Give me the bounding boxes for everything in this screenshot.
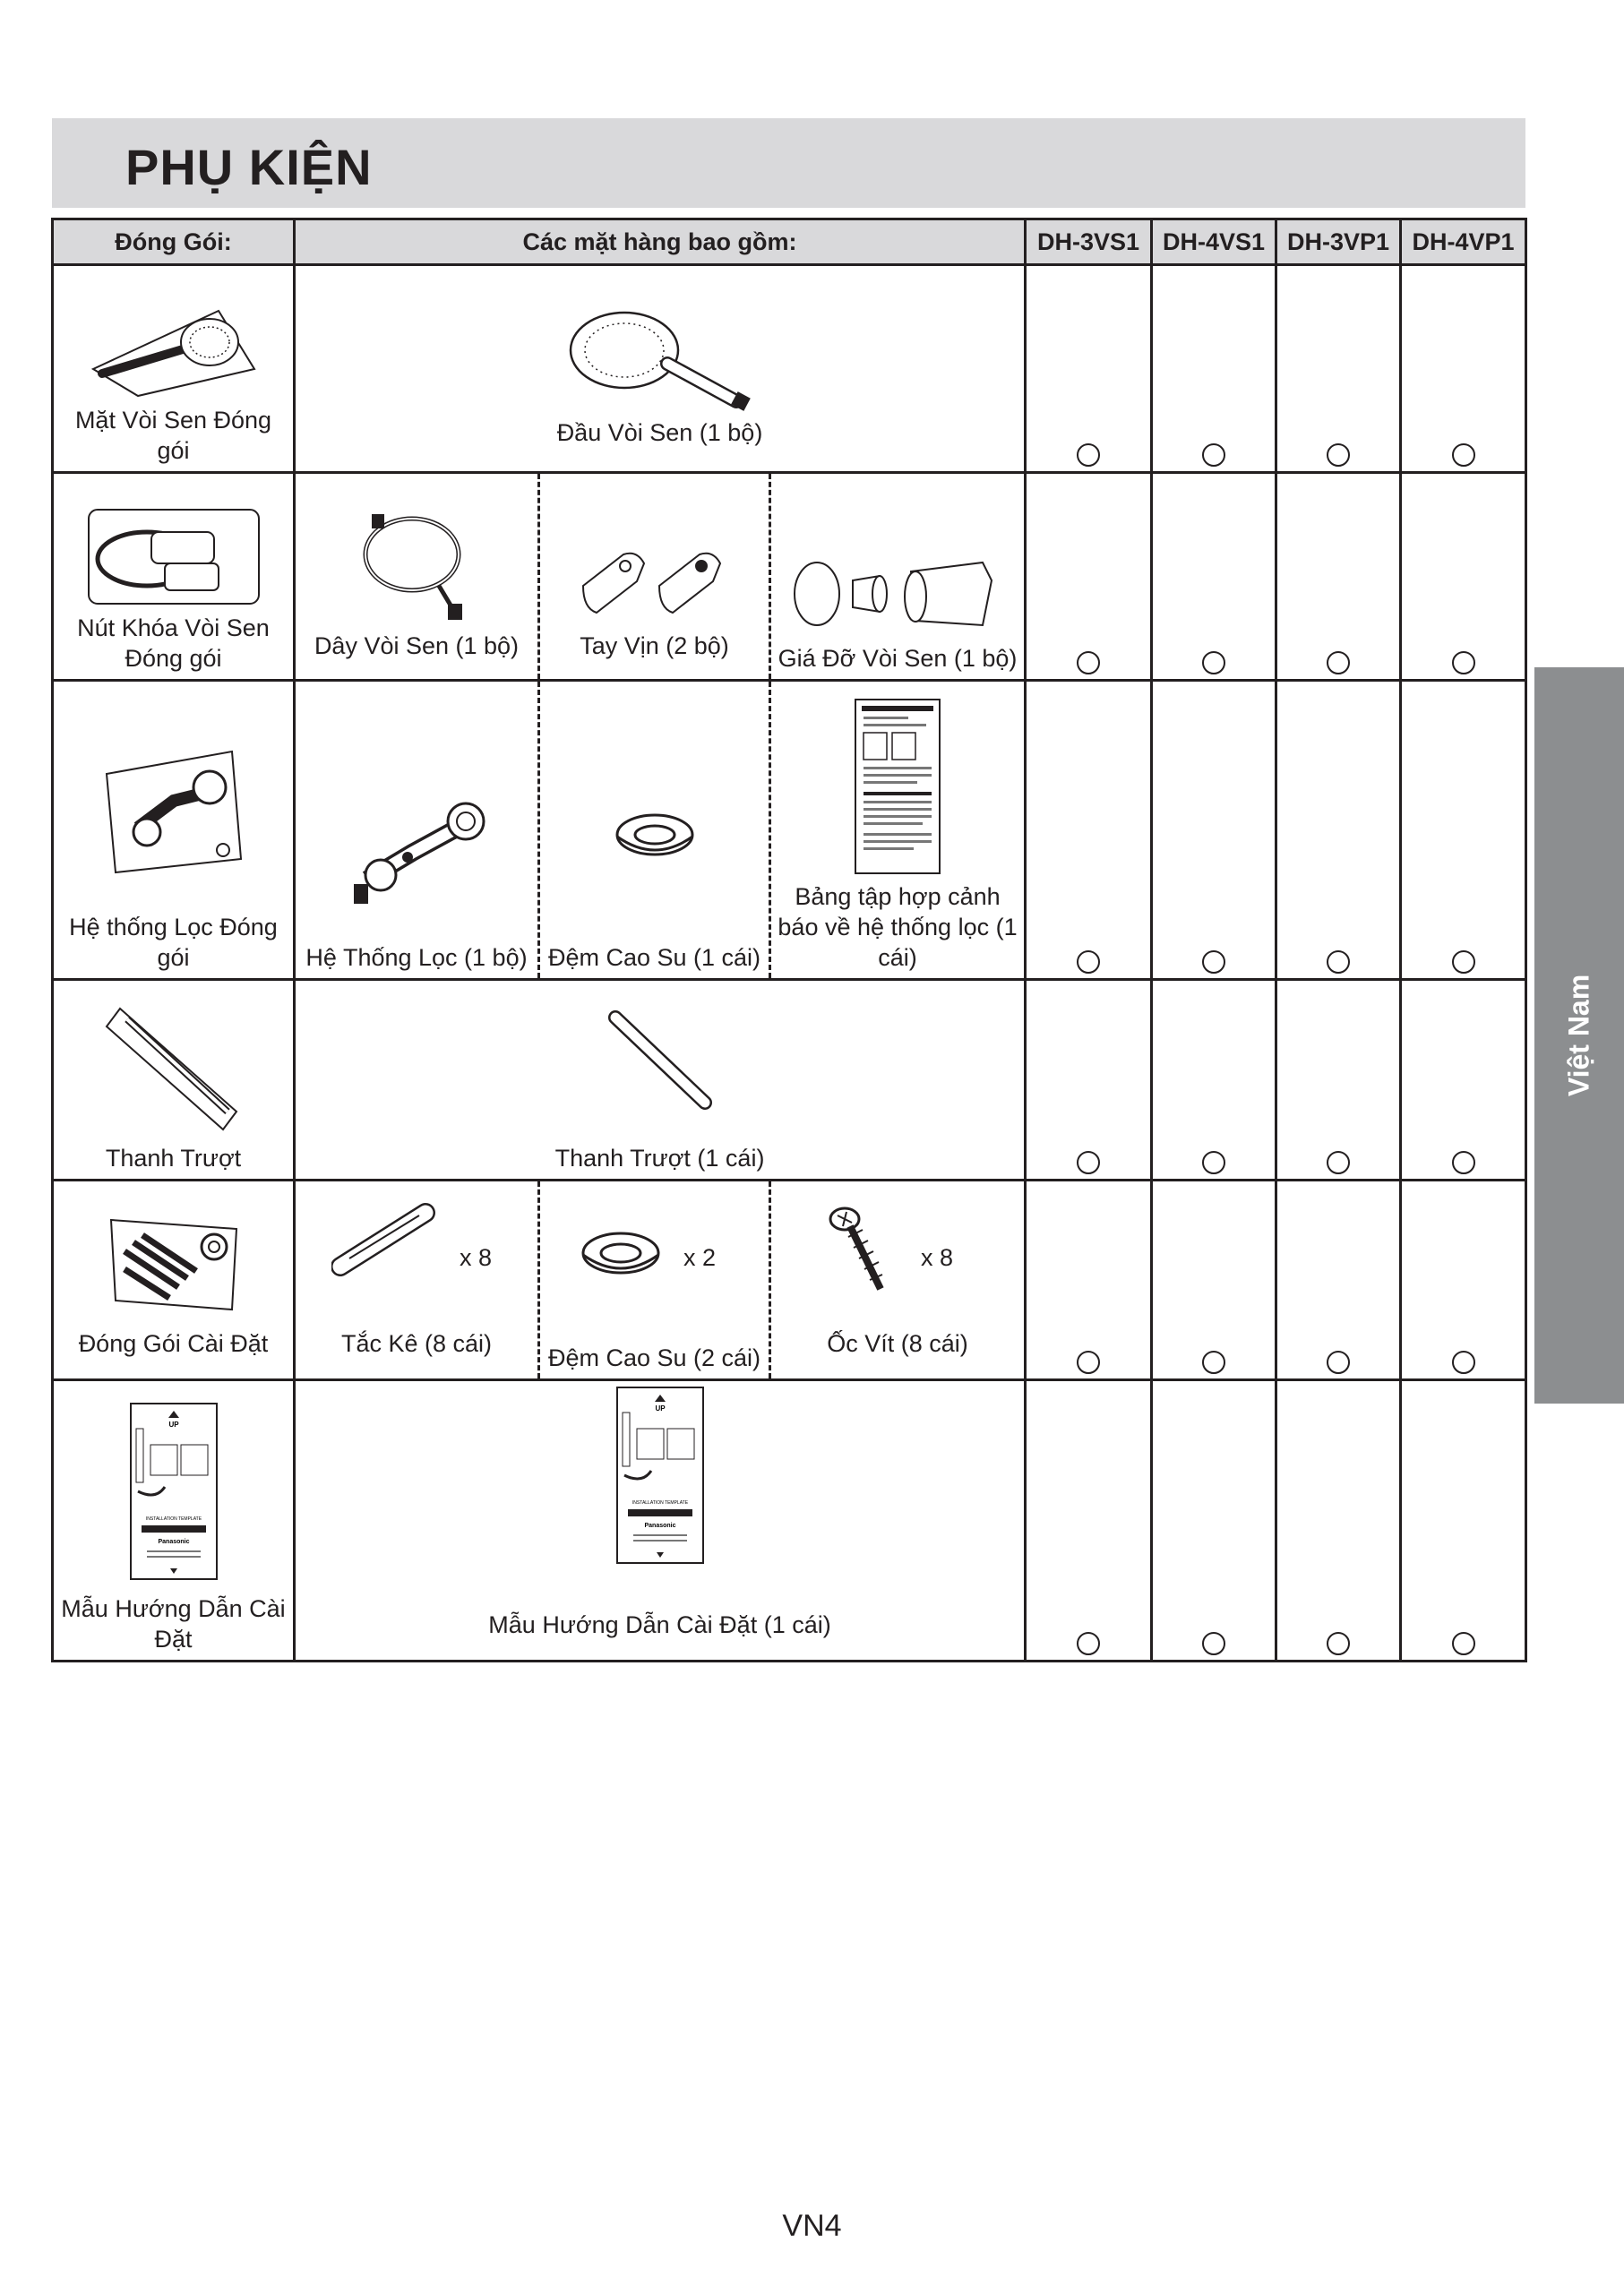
item-cell [539,473,770,681]
included-mark [1077,1151,1100,1174]
item-label: Mẫu Hướng Dẫn Cài Đặt (1 cái) [488,1611,831,1638]
model-mark-cell [1276,1181,1401,1380]
item-label: Giá Đỡ Vòi Sen (1 bộ) [778,645,1018,672]
installation-template-icon [615,1386,705,1565]
item-label: Ốc Vít (8 cái) [827,1330,968,1357]
installation-template-icon [129,1402,219,1581]
included-mark [1077,443,1100,467]
language-tab-label: Việt Nam [1562,974,1595,1097]
model-mark-cell [1026,681,1152,980]
header-model: DH-4VP1 [1401,219,1526,265]
item-label: Đầu Vòi Sen (1 bộ) [556,419,763,446]
model-mark-cell [1026,265,1152,473]
item-label: Hệ Thống Lọc (1 bộ) [305,944,528,971]
template-up-text: UP [168,1421,179,1429]
shower-head-icon [562,301,759,417]
package-cell [53,1181,295,1380]
item-label: Dây Vòi Sen (1 bộ) [314,632,520,659]
package-cell [53,980,295,1181]
item-cell [770,473,1026,681]
installation-package-icon [107,1215,241,1314]
model-mark-cell [1152,1380,1276,1662]
model-mark-cell [1401,1181,1526,1380]
model-mark-cell [1026,1181,1152,1380]
quantity-label: x 2 [683,1244,717,1271]
item-cell [295,980,1026,1181]
shower-lock-package-icon [80,501,268,613]
item-cell [295,473,539,681]
included-mark [1327,1632,1350,1655]
item-label: Tắc Kê (8 cái) [340,1330,493,1357]
rubber-washer-icon [576,1226,666,1280]
model-mark-cell [1401,265,1526,473]
included-mark [1452,1151,1475,1174]
included-mark [1452,950,1475,974]
included-mark [1452,1351,1475,1374]
item-cell [539,1181,770,1380]
included-mark [1202,1151,1225,1174]
model-mark-cell [1276,265,1401,473]
model-mark-cell [1276,681,1401,980]
item-label: Tay Vịn (2 bộ) [580,632,729,659]
quantity-label: x 8 [460,1244,493,1271]
wall-plug-icon [331,1199,448,1280]
shower-hose-icon [354,505,479,631]
header-row [53,219,1526,265]
package-label: Hệ thống Lọc Đóng gói [69,914,278,971]
warning-sheet-icon [853,697,942,876]
model-mark-cell [1152,473,1276,681]
included-mark [1077,1632,1100,1655]
item-cell [770,1181,1026,1380]
model-mark-cell [1401,1380,1526,1662]
holder-icon [574,532,735,631]
package-cell [53,681,295,980]
table-row [53,265,1526,473]
item-cell [295,265,1026,473]
item-label: Bảng tập hợp cảnh báo về hệ thống lọc (1 cái) [778,883,1018,971]
accessories-table [51,218,1527,1662]
included-mark [1452,651,1475,674]
model-mark-cell [1276,980,1401,1181]
model-mark-cell [1401,473,1526,681]
package-cell [53,473,295,681]
package-cell [53,265,295,473]
table-row [53,1181,1526,1380]
header-items: Các mặt hàng bao gồm: [295,219,1026,265]
header-model: DH-4VS1 [1152,219,1276,265]
included-mark [1077,950,1100,974]
package-label: Mặt Vòi Sen Đóng gói [74,407,272,464]
template-brand-text: Panasonic [644,1523,676,1529]
item-cell [295,1380,1026,1662]
header-model: DH-3VS1 [1026,219,1152,265]
model-mark-cell [1026,980,1152,1181]
quantity-label: x 8 [921,1244,954,1271]
model-mark-cell [1401,681,1526,980]
model-mark-cell [1026,1380,1152,1662]
model-mark-cell [1401,980,1526,1181]
item-cell [770,681,1026,980]
included-mark [1327,950,1350,974]
included-mark [1327,1151,1350,1174]
header-model: DH-3VP1 [1276,219,1401,265]
model-mark-cell [1276,1380,1401,1662]
item-label: Thanh Trượt (1 cái) [554,1145,765,1172]
model-mark-cell [1152,1181,1276,1380]
package-cell [53,1380,295,1662]
filter-package-icon [102,747,245,881]
included-mark [1327,443,1350,467]
language-tab [1534,667,1624,1404]
table-row [53,473,1526,681]
table-row [53,681,1526,980]
included-mark [1202,651,1225,674]
included-mark [1077,1351,1100,1374]
rubber-washer-icon [610,808,700,862]
included-mark [1202,1632,1225,1655]
included-mark [1077,651,1100,674]
slide-bar-package-icon [102,1000,245,1134]
package-label: Thanh Trượt [105,1145,242,1172]
model-mark-cell [1276,473,1401,681]
shower-bracket-icon [790,545,1005,643]
shower-head-package-icon [84,306,263,405]
template-title-text: INSTALLATION TEMPLATE [632,1500,688,1506]
item-cell [295,681,539,980]
template-up-text: UP [654,1404,666,1413]
template-title-text: INSTALLATION TEMPLATE [145,1516,202,1522]
template-brand-text: Panasonic [157,1539,190,1545]
page-title: PHỤ KIỆN [125,139,373,195]
header-package: Đóng Gói: [53,219,295,265]
item-cell [539,681,770,980]
package-label: Nút Khóa Vòi Sen Đóng gói [77,614,270,672]
model-mark-cell [1152,265,1276,473]
title-bar [52,118,1525,208]
item-cell [295,1181,539,1380]
model-mark-cell [1152,980,1276,1181]
included-mark [1327,1351,1350,1374]
included-mark [1327,651,1350,674]
item-label: Đệm Cao Su (2 cái) [547,1344,761,1371]
included-mark [1202,950,1225,974]
table-row [53,980,1526,1181]
included-mark [1202,1351,1225,1374]
table-row [53,1380,1526,1662]
included-mark [1452,1632,1475,1655]
page-number: VN4 [782,2209,842,2243]
package-label: Đóng Gói Cài Đặt [78,1330,269,1357]
filter-system-icon [340,790,493,906]
slide-bar-icon [597,1009,723,1116]
included-mark [1202,443,1225,467]
model-mark-cell [1026,473,1152,681]
model-mark-cell [1152,681,1276,980]
item-label: Đệm Cao Su (1 cái) [547,944,761,971]
package-label: Mẫu Hướng Dẫn Cài Đặt [61,1595,286,1653]
screw-icon [825,1199,897,1298]
included-mark [1452,443,1475,467]
